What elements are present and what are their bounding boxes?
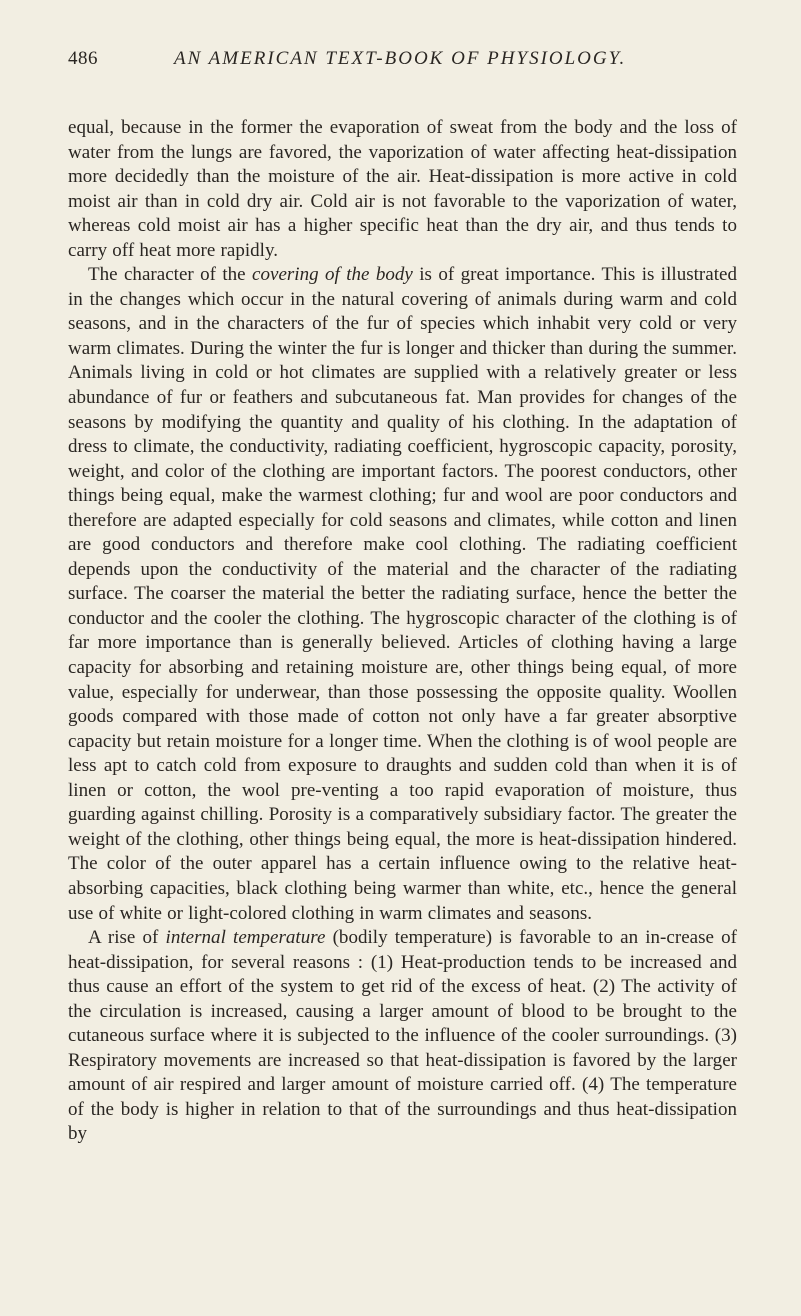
- paragraph-internal-temperature: [68, 926, 737, 1147]
- running-header: [68, 48, 718, 74]
- paragraph-humidity: [68, 116, 737, 263]
- body-text: [68, 116, 737, 1147]
- emphasis-internal-temperature: internal temperature: [165, 927, 326, 949]
- paragraph-lead: A rise of: [88, 927, 166, 949]
- paragraph-text: equal, because in the former the evaporation of sweat from the body and the loss of water from the lungs are favored, the vaporization of water affecting heat-dissipation more decidedly than the moisture of the air. Heat-dissipation is more active in cold moist air than in cold dry air. Cold air is not favorable to the vaporization of water, whereas cold moist air has a higher specific heat than the dry air, and thus tends to carry off heat more rapidly.: [68, 117, 737, 261]
- paragraph-text: is of great importance. This is illustrated in the changes which occur in the natural covering of animals during warm and cold seasons, and in the characters of the fur of species which inhabit very cold or very warm climates. During the winter the fur is longer and thicker than during the summer. Animals living in cold or hot climates are supplied with a relatively greater or less abundance of fur or feathers and subcutaneous fat. Man provides for changes of the seasons by modifying the quantity and quality of his clothing. In the adaptation of dress to climate, the conductivity, radiating coefficient, hygroscopic capacity, porosity, weight, and color of the clothing are important factors. The poorest conductors, other things being equal, make the warmest clothing; fur and wool are poor conductors and therefore are adapted especially for cold seasons and climates, while cotton and linen are good conductors and therefore make cool clothing. The radiating coefficient depends upon the conductivity of the material and the character of the radiating surface. The coarser the material the better the radiating surface, hence the better the conductor and the cooler the clothing. The hygroscopic character of the clothing is of far more importance than is generally believed. Articles of clothing having a large capacity for absorbing and retaining moisture are, other things being equal, of more value, especially for underwear, than those possessing the opposite quality. Woollen goods compared with those made of cotton not only have a far greater absorptive capacity but retain moisture for a longer time. When the clothing is of wool people are less apt to catch cold from exposure to draughts and sudden cold than when it is of linen or cotton, the wool pre-venting a too rapid evaporation of moisture, thus guarding against chilling. Porosity is a comparatively subsidiary factor. The greater the weight of the clothing, other things being equal, the more is heat-dissipation hindered. The color of the outer apparel has a certain influence owing to the relative heat-absorbing capacities, black clothing being warmer than white, etc., hence the general use of white or light-colored clothing in warm climates and seasons.: [68, 264, 737, 924]
- paragraph-lead: The character of the: [88, 264, 253, 286]
- emphasis-covering-of-body: covering of the body: [252, 264, 413, 286]
- running-title: AN AMERICAN TEXT-BOOK OF PHYSIOLOGY.: [174, 48, 627, 69]
- paragraph-covering-of-body: [68, 263, 737, 926]
- paragraph-text: (bodily temperature) is favorable to an in-crease of heat-dissipation, for several reasons : (1) Heat-production tends to be increased and thus cause an effort of the system to get rid of the excess of heat. (2) The activity of the circulation is increased, causing a larger amount of blood to be brought to the cutaneous surface where it is subjected to the influence of the cooler surroundings. (3) Respiratory movements are increased so that heat-dissipation is favored by the larger amount of air respired and larger amount of moisture carried off. (4) The temperature of the body is higher in relation to that of the surroundings and thus heat-dissipation by: [68, 927, 738, 1145]
- page-number: 486: [68, 48, 98, 69]
